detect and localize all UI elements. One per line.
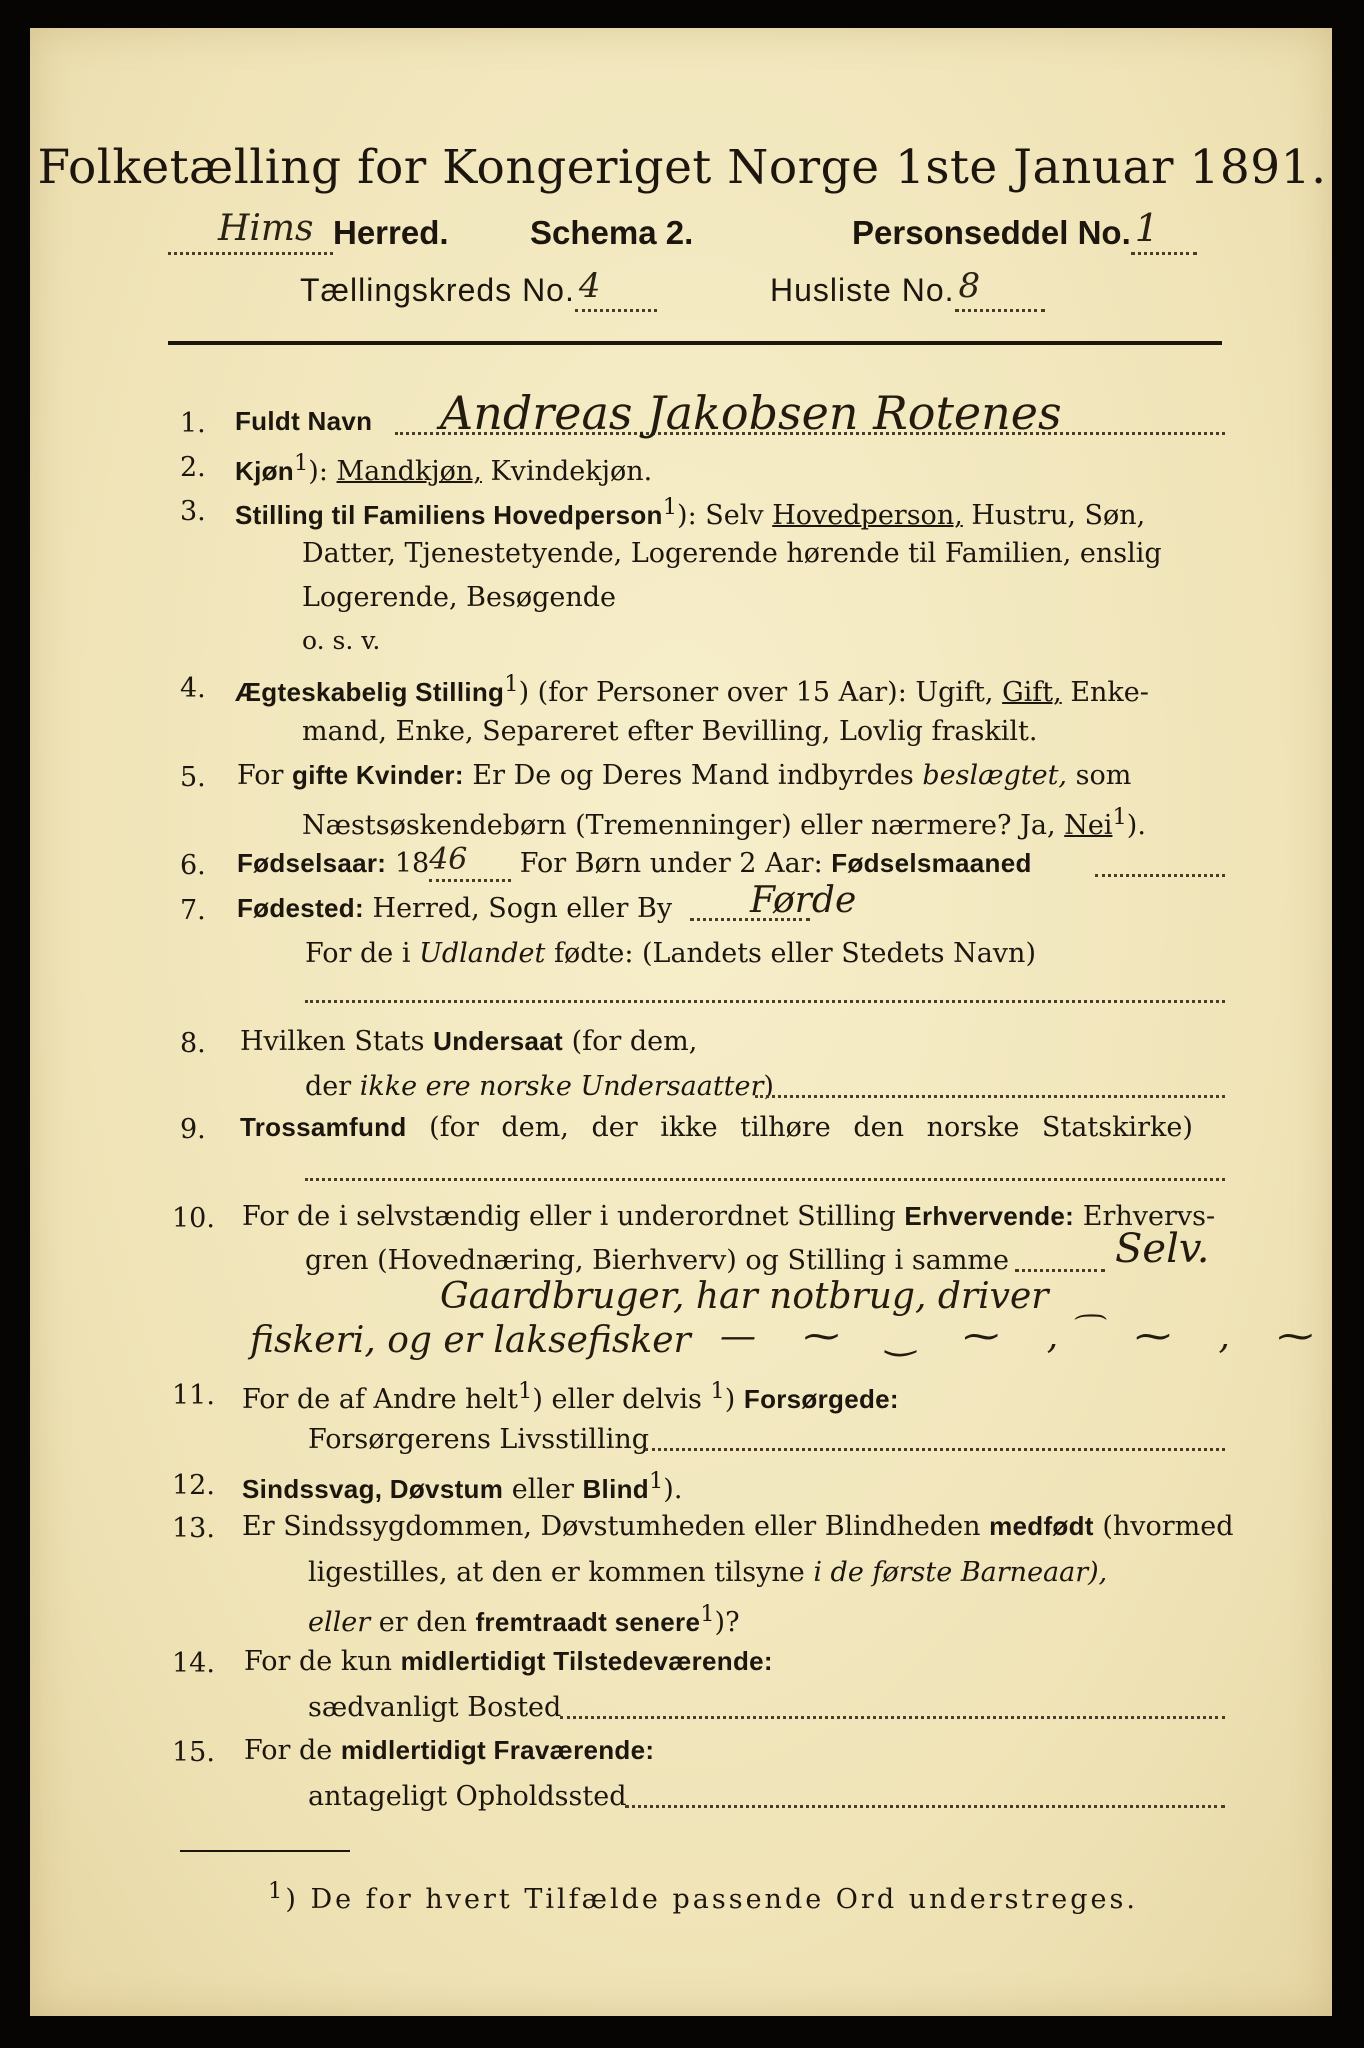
q12-line: Sindssvag, Døvstum eller Blind$^1$). <box>242 1468 683 1505</box>
item-number: 11. <box>172 1380 215 1411</box>
q13-line2: ligestilles, at den er kommen tilsyne i de første Barneaar), <box>308 1557 1108 1588</box>
q11-line2: Forsørgerens Livsstilling <box>308 1424 650 1455</box>
q8-line2: der ikke ere norske Undersaatter) <box>305 1071 774 1102</box>
personseddel-label: Personseddel No. <box>852 214 1131 251</box>
herred-field <box>168 208 333 255</box>
q7-fill-line-2 <box>305 1000 1225 1003</box>
item-number: 15. <box>172 1737 215 1768</box>
q14-fill-line <box>560 1716 1225 1719</box>
husliste-row <box>770 266 1045 312</box>
q6-line: Fødselsaar: 18 46 For Børn under 2 Aar: Fødselsmaaned <box>237 848 1032 882</box>
q9-fill-line <box>305 1178 1225 1181</box>
personseddel-value: 1 <box>1134 206 1159 250</box>
q14-line1: For de kun midlertidigt Tilstedeværende: <box>244 1646 773 1677</box>
q10-answer-3: fiskeri, og er laksefisker <box>250 1320 691 1361</box>
personseddel-row <box>852 206 1197 255</box>
q4-line1: Ægteskabelig Stilling$^1$) (for Personer over 15 Aar): Ugift, Gift, Enke- <box>235 671 1149 708</box>
q11-line1: For de af Andre helt$^1$) eller delvis $^1$) Forsørgede: <box>242 1378 899 1415</box>
personseddel-field <box>1131 206 1197 255</box>
form-title: Folketælling for Kongeriget Norge 1ste Januar 1891. <box>37 140 1327 195</box>
husliste-label: Husliste No. <box>770 272 955 308</box>
q10-answer-2: Gaardbruger, har notbrug, driver <box>440 1276 1049 1317</box>
q10-answer-1: Selv. <box>1115 1226 1210 1272</box>
item-number: 5. <box>180 762 206 793</box>
q4-line2: mand, Enke, Separeret efter Bevilling, Lovlig fraskilt. <box>302 716 1038 747</box>
q6-answer: 46 <box>429 842 468 877</box>
item-number: 7. <box>180 895 206 926</box>
item-number: 12. <box>172 1470 215 1501</box>
q7-line2: For de i Udlandet fødte: (Landets eller Stedets Navn) <box>305 938 1036 969</box>
q3-line3: Logerende, Besøgende <box>302 582 616 613</box>
item-number: 9. <box>180 1114 206 1145</box>
q15-line2: antageligt Opholdssted <box>308 1781 627 1812</box>
herred-label: Herred. <box>333 214 449 251</box>
q13-line3: eller er den fremtraadt senere$^1$)? <box>308 1601 740 1638</box>
q14-line2: sædvanligt Bosted <box>308 1692 562 1723</box>
kreds-label: Tællingskreds No. <box>300 272 575 308</box>
item-number: 13. <box>172 1513 215 1544</box>
item-number: 2. <box>180 452 206 483</box>
header-rule <box>168 341 1222 345</box>
item-number: 6. <box>180 850 206 881</box>
item-number: 4. <box>180 673 206 704</box>
q2-selected: Mandkjøn, <box>336 456 482 487</box>
q6-fill-line <box>1095 874 1225 877</box>
item-number: 10. <box>172 1203 215 1234</box>
item-number: 14. <box>172 1648 215 1679</box>
q8-line1: Hvilken Stats Undersaat (for dem, <box>240 1026 698 1057</box>
schema-label: Schema 2. <box>530 214 694 251</box>
item-number: 1. <box>180 408 206 439</box>
q15-fill-line <box>625 1805 1225 1808</box>
q7-line1: Fødested: Herred, Sogn eller By <box>237 893 673 924</box>
q7-answer: Førde <box>750 880 857 921</box>
q3-line1: Stilling til Familiens Hovedperson$^1$): Selv Hovedperson, Hustru, Søn, <box>235 494 1146 531</box>
q11-fill-line <box>645 1448 1225 1451</box>
q3-line2: Datter, Tjenestetyende, Logerende hørende til Familien, enslig <box>302 538 1162 569</box>
q10-answer-tail: — ⁓ ‿ ⁓ , ͡ ⁓ , ⁓ <box>720 1316 1332 1357</box>
footnote-rule <box>180 1850 350 1852</box>
header-herred-row <box>168 208 449 255</box>
q1-answer: Andreas Jakobsen Rotenes <box>440 386 1062 440</box>
footnote: $^1$) De for hvert Tilfælde passende Ord understreges. <box>268 1878 1138 1915</box>
q10-fill-line <box>1015 1269 1105 1272</box>
q8-fill-line <box>755 1095 1225 1098</box>
kreds-field <box>575 266 657 312</box>
q5-line1: For gifte Kvinder: Er De og Deres Mand indbyrdes beslægtet, som <box>237 760 1132 791</box>
q3-selected: Hovedperson, <box>772 500 963 531</box>
q2-text: Kjøn$^1$): Mandkjøn, Kvindekjøn. <box>235 450 653 487</box>
q5-selected: Nei <box>1064 810 1113 841</box>
item-number: 3. <box>180 496 206 527</box>
q4-selected: Gift, <box>1002 677 1062 708</box>
q3-line4: o. s. v. <box>302 626 381 655</box>
q10-line1: For de i selvstændig eller i underordnet Stilling Erhvervende: Erhvervs- <box>242 1201 1216 1232</box>
item-number: 8. <box>180 1028 206 1059</box>
q5-line2: Næstsøskendebørn (Tremenninger) eller nærmere? Ja, Nei$^1$). <box>302 804 1146 841</box>
q15-line1: For de midlertidigt Fraværende: <box>244 1735 655 1766</box>
q9-line1: Trossamfund (for dem, der ikke tilhøre den norske Statskirke) <box>240 1112 1193 1143</box>
kreds-value: 4 <box>578 266 602 306</box>
q10-line2: gren (Hovednæring, Bierhverv) og Stilling i samme <box>305 1245 1010 1276</box>
husliste-value: 8 <box>958 266 982 306</box>
q1-label: Fuldt Navn <box>235 406 373 436</box>
kreds-row <box>300 266 657 312</box>
herred-value: Hims <box>218 208 314 249</box>
q13-line1: Er Sindssygdommen, Døvstumheden eller Blindheden medfødt (hvormed <box>242 1511 1234 1542</box>
husliste-field <box>955 266 1045 312</box>
